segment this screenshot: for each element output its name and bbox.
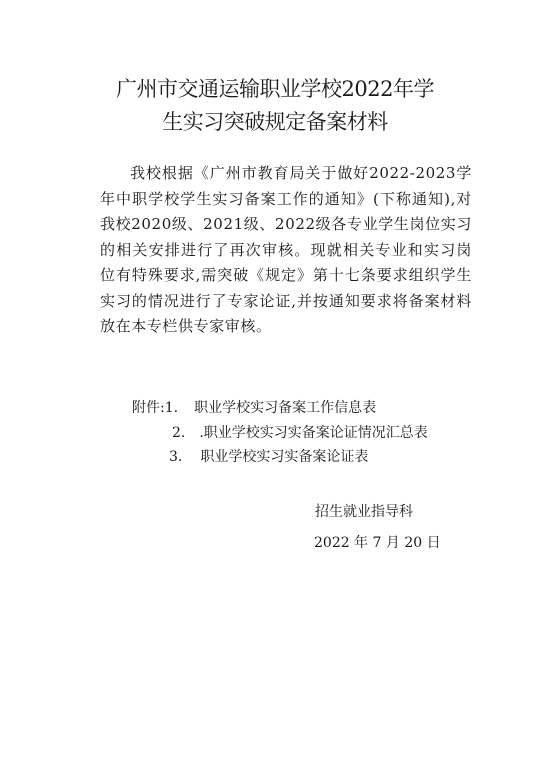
attachment-number: 2.: [172, 425, 186, 441]
attachment-prefix: 附件:: [132, 400, 165, 416]
document-title-line-1: 广州市交通运输职业学校2022年学: [116, 77, 434, 101]
attachment-number: 3.: [169, 449, 183, 465]
body-section: [100, 161, 472, 340]
attachment-number: 1.: [164, 400, 179, 416]
signature-department: 招生就业指导科: [315, 504, 413, 520]
attachment-text: 职业学校实习备案工作信息表: [194, 400, 377, 416]
signature-date: 2022 年 7 月 20 日: [314, 535, 441, 551]
attachment-text: 职业学校实习实备案论证表: [200, 449, 369, 465]
document-title-line-2: 生实习突破规定备案材料: [162, 110, 388, 134]
attachment-item-3: [169, 446, 368, 466]
attachment-item-1: [132, 397, 376, 417]
attachment-text: .职业学校实习实备案论证情况汇总表: [199, 425, 428, 441]
body-paragraph: 我校根据《广州市教育局关于做好2022-2023学年中职学校学生实习备案工作的通知》(下称通知),对我校2020级、2021级、2022级各专业学生岗位实习的相关安排进行了再次审核。现就相关专业和实习岗位有特殊要求,需突破《规定》第十七条要求组织学生实习的情况进行了专家论证,并按通知要求将备案材料放在本专栏供专家审核。: [100, 164, 472, 335]
attachment-item-2: [172, 422, 428, 442]
